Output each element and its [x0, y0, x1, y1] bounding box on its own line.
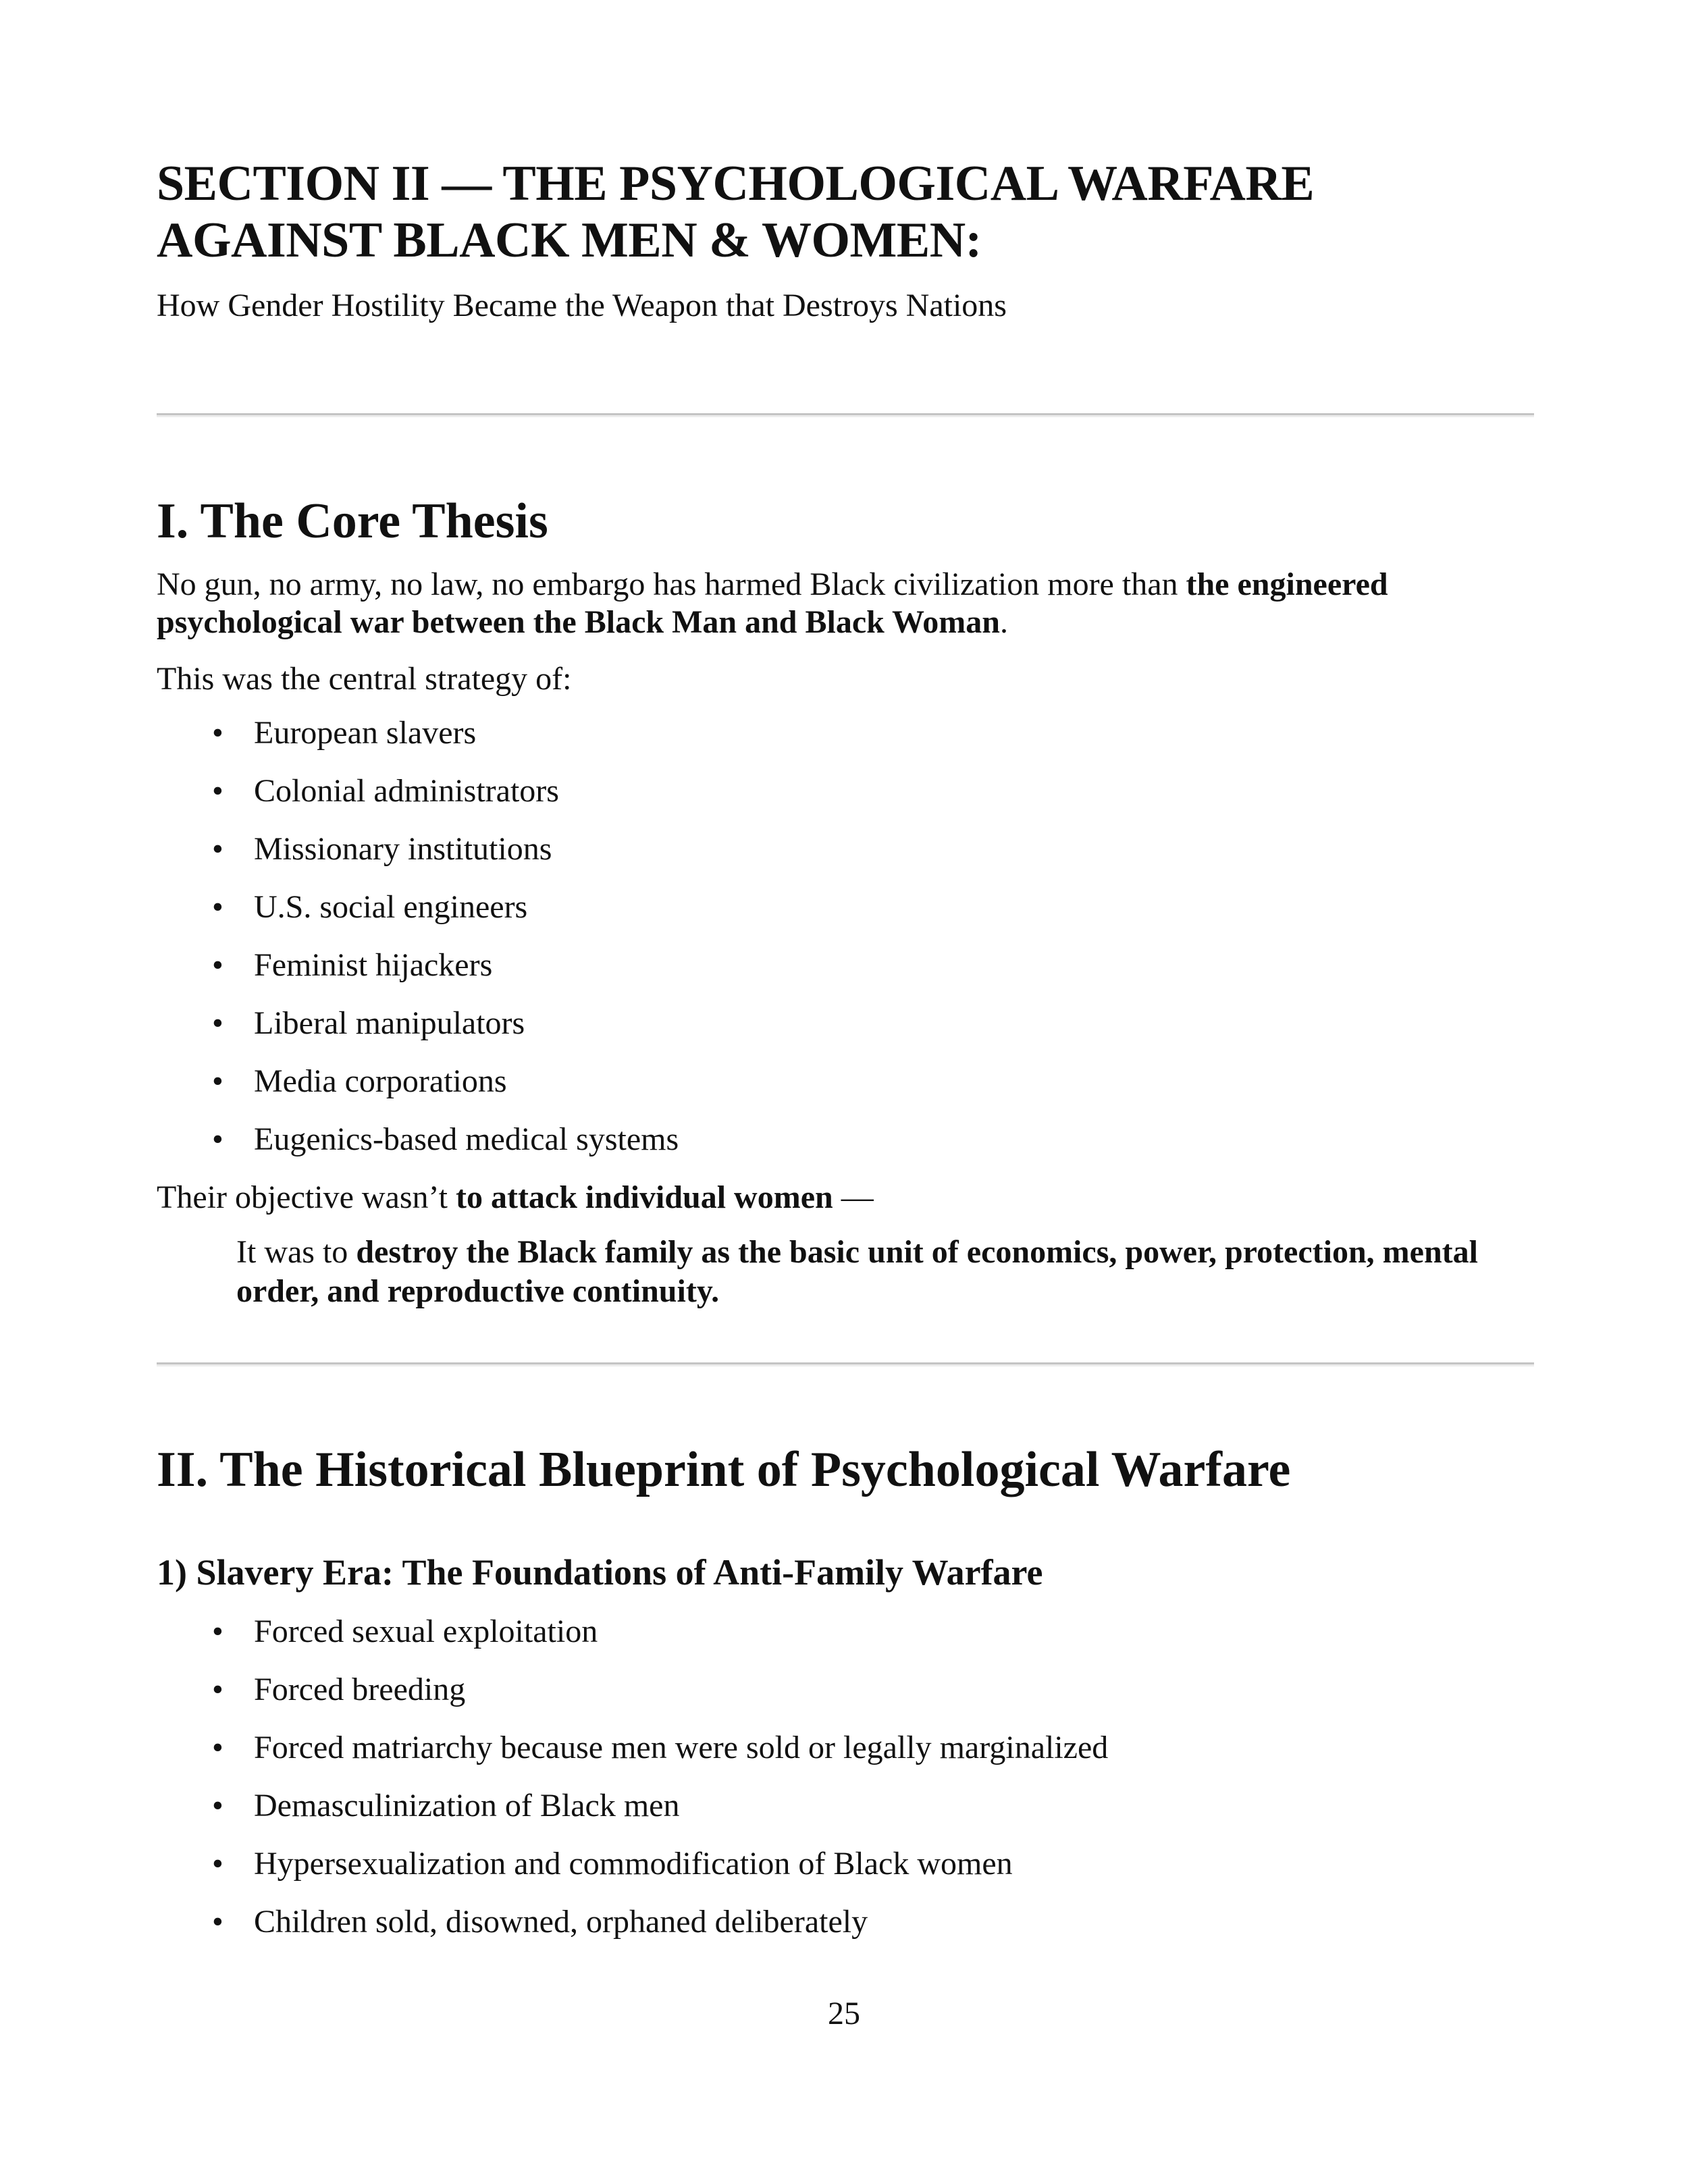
blueprint-heading: II. The Historical Blueprint of Psychological Warfare — [157, 1442, 1291, 1497]
bullet-icon: • — [212, 1063, 223, 1099]
objective-text-start: Their objective wasn’t — [157, 1179, 456, 1215]
list-item-text: Children sold, disowned, orphaned deliberately — [254, 1904, 868, 1940]
list-item — [157, 1063, 679, 1121]
bullet-icon: • — [212, 1730, 223, 1765]
list-item-text: European slavers — [254, 715, 477, 751]
bullet-icon: • — [212, 947, 223, 983]
list-item-text: Eugenics-based medical systems — [254, 1121, 679, 1157]
bullet-icon: • — [212, 1614, 223, 1649]
bullet-icon: • — [212, 1904, 223, 1940]
list-item — [157, 1845, 1108, 1903]
list-item-text: Media corporations — [254, 1063, 507, 1099]
objective-indented-statement — [236, 1233, 1492, 1311]
bullet-icon: • — [212, 889, 223, 925]
list-item — [157, 888, 679, 947]
slavery-era-list — [157, 1613, 1108, 1961]
list-item-text: Colonial administrators — [254, 773, 559, 809]
page-number: 25 — [828, 1996, 860, 2031]
list-item-text: Forced sexual exploitation — [254, 1614, 598, 1649]
list-item-text: Missionary institutions — [254, 831, 552, 867]
core-thesis-paragraph — [157, 566, 1548, 641]
list-item — [157, 1121, 679, 1179]
list-item-text: Feminist hijackers — [254, 947, 493, 983]
bullet-icon: • — [212, 1121, 223, 1157]
objective-text-bold: to attack individual women — [455, 1179, 833, 1215]
list-item-text: U.S. social engineers — [254, 889, 528, 925]
bullet-icon: • — [212, 773, 223, 809]
strategy-list — [157, 714, 679, 1179]
slavery-era-subheading: 1) Slavery Era: The Foundations of Anti-Family Warfare — [157, 1552, 1043, 1593]
indent-text-bold: destroy the Black family as the basic unit of economics, power, protection, mental order, and reproductive continuity. — [236, 1234, 1478, 1309]
list-item — [157, 1729, 1108, 1787]
list-item — [157, 1613, 1108, 1671]
list-item-text: Demasculinization of Black men — [254, 1788, 680, 1823]
list-item — [157, 947, 679, 1005]
list-item — [157, 1005, 679, 1063]
objective-text-end: — — [833, 1179, 874, 1215]
bullet-icon: • — [212, 1672, 223, 1707]
core-thesis-text-bold: the engineered psychological war between the Black Man and Black Woman — [157, 566, 1388, 640]
list-item-text: Forced matriarchy because men were sold or legally marginalized — [254, 1730, 1109, 1765]
bullet-icon: • — [212, 715, 223, 751]
bullet-icon: • — [212, 831, 223, 867]
indent-text-start: It was to — [236, 1234, 357, 1270]
objective-paragraph — [157, 1179, 1548, 1217]
bullet-icon: • — [212, 1788, 223, 1823]
core-thesis-text-start: No gun, no army, no law, no embargo has harmed Black civilization more than — [157, 566, 1186, 602]
list-item — [157, 830, 679, 888]
bullet-icon: • — [212, 1846, 223, 1882]
strategy-intro: This was the central strategy of: — [157, 661, 572, 697]
section-subtitle: How Gender Hostility Became the Weapon that Destroys Nations — [157, 288, 1007, 323]
section-title: SECTION II — THE PSYCHOLOGICAL WARFARE AGAINST BLACK MEN & WOMEN: — [157, 156, 1315, 268]
list-item-text: Hypersexualization and commodification of Black women — [254, 1846, 1013, 1882]
horizontal-divider — [157, 1362, 1534, 1366]
list-item — [157, 714, 679, 772]
list-item — [157, 1903, 1108, 1961]
core-thesis-heading: I. The Core Thesis — [157, 494, 548, 549]
core-thesis-text-end: . — [999, 604, 1008, 640]
list-item — [157, 1787, 1108, 1845]
list-item-text: Liberal manipulators — [254, 1005, 525, 1041]
bullet-icon: • — [212, 1005, 223, 1041]
horizontal-divider — [157, 413, 1534, 417]
list-item — [157, 772, 679, 830]
list-item — [157, 1671, 1108, 1729]
list-item-text: Forced breeding — [254, 1672, 466, 1707]
